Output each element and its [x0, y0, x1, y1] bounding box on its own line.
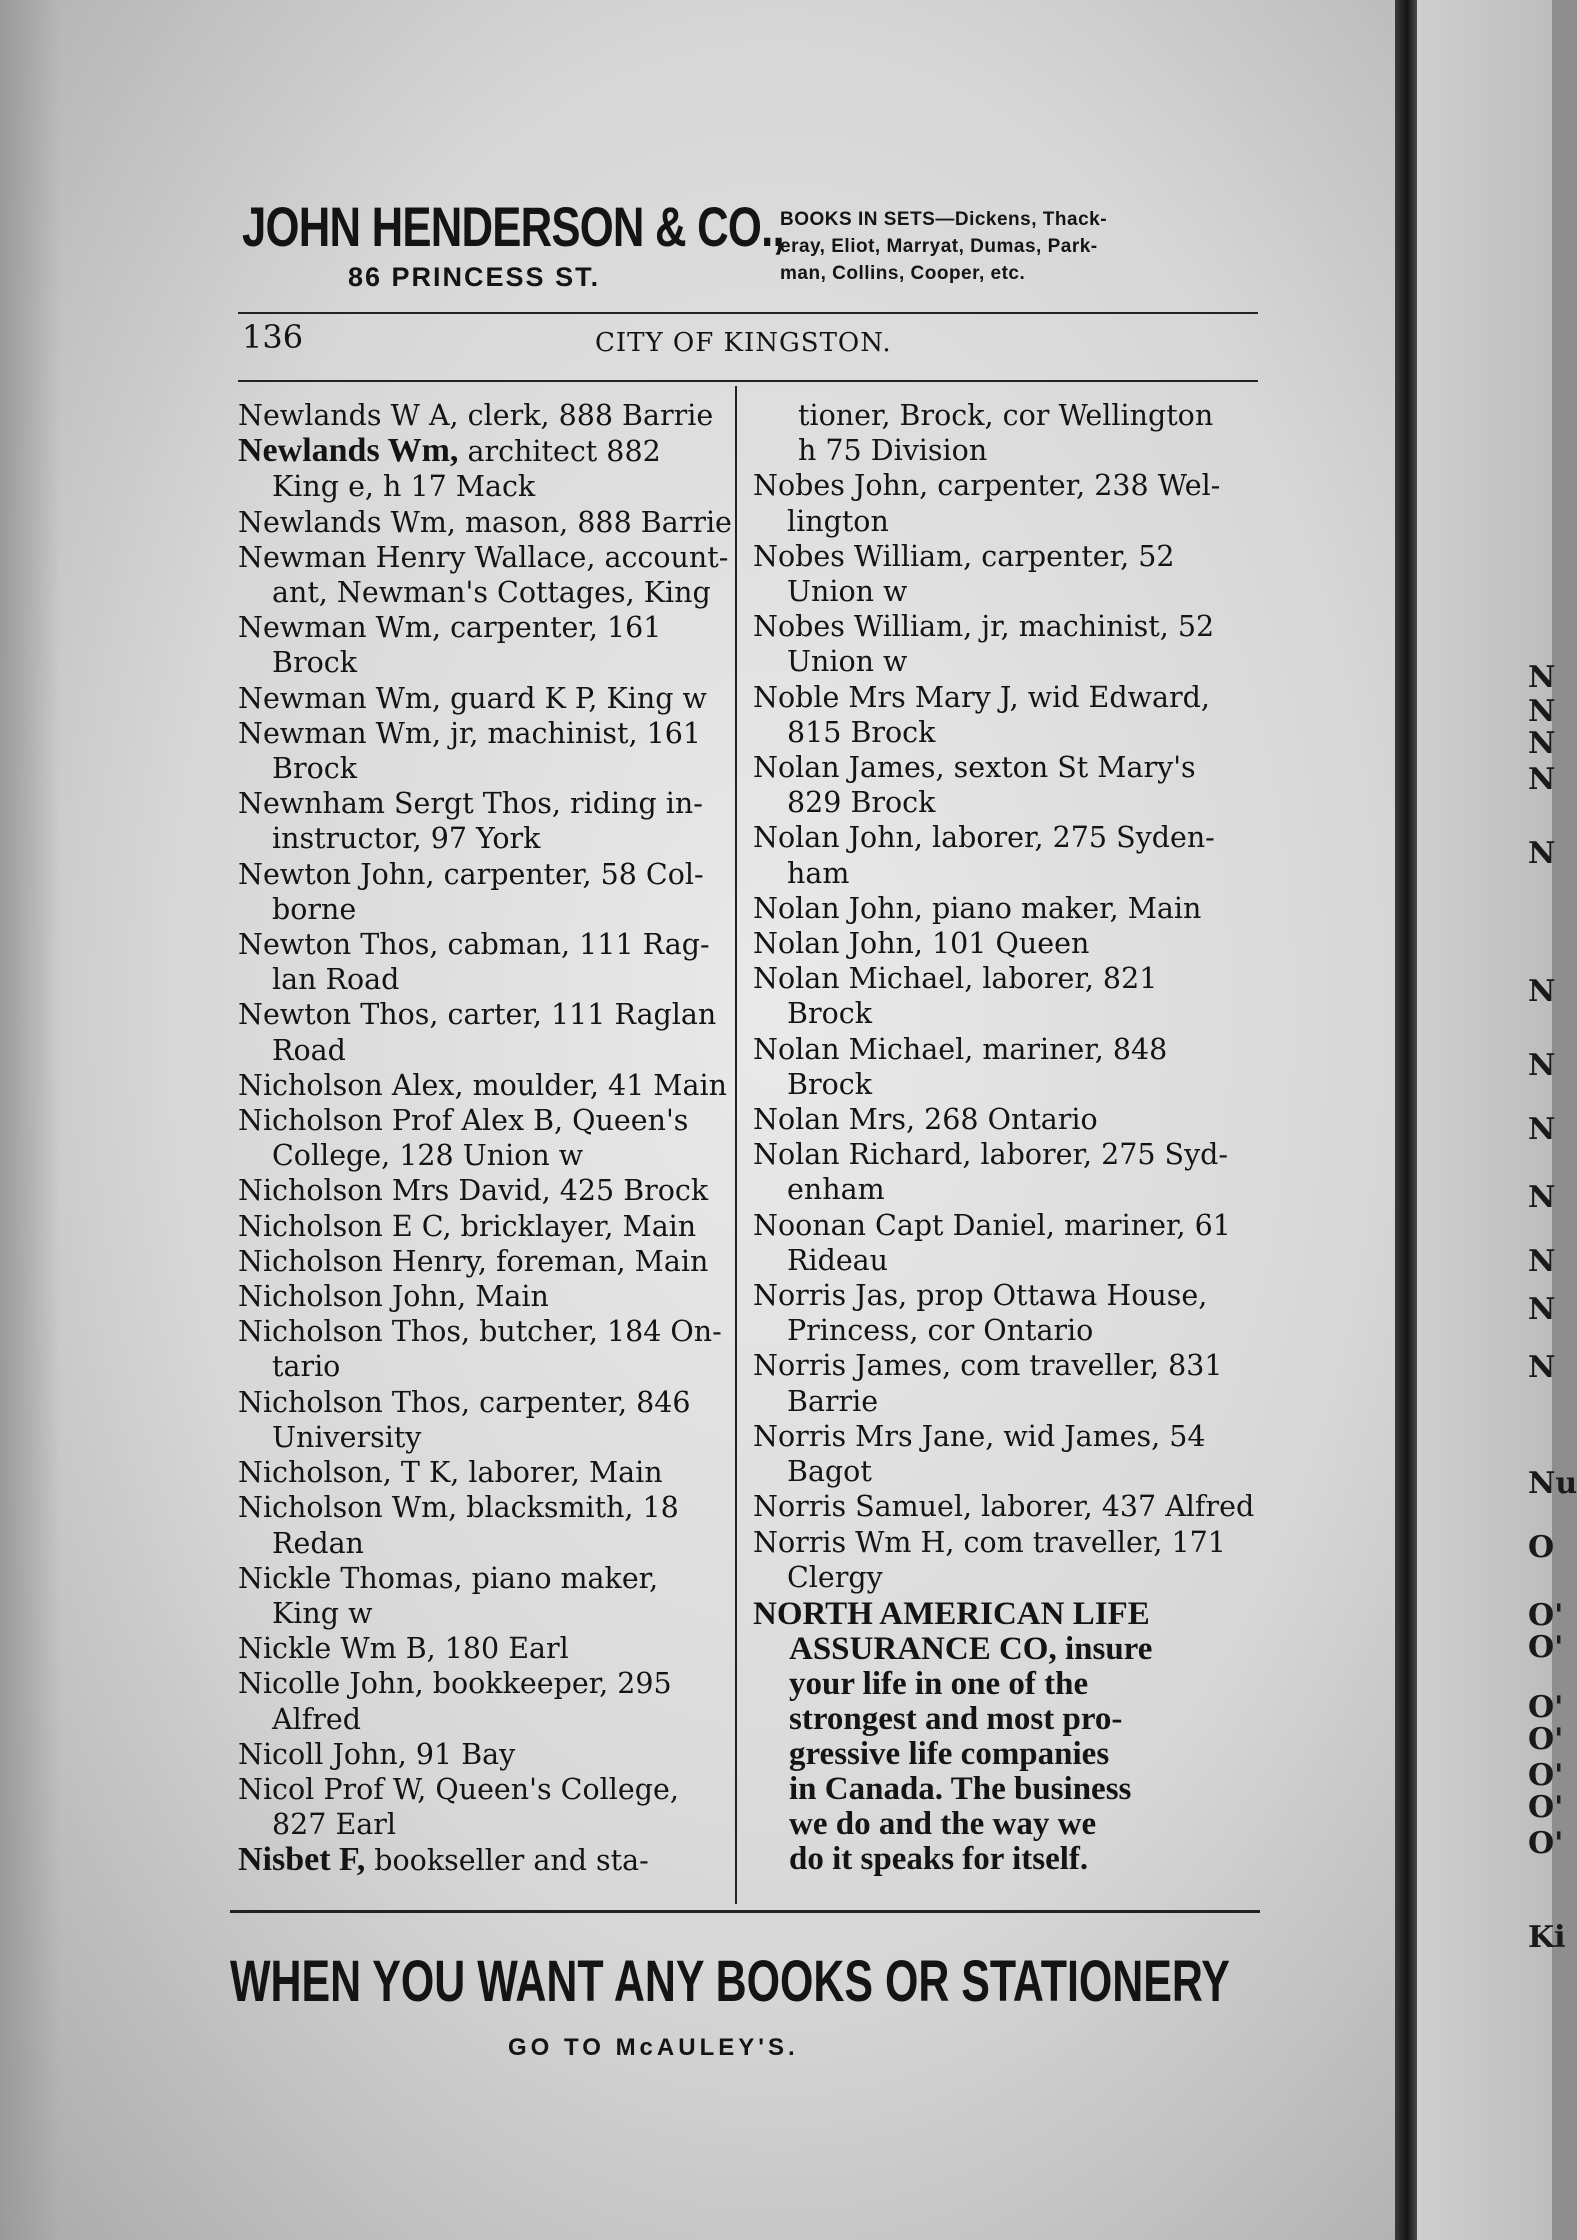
entry-line: Nicholson Alex, moulder, 41 Main — [238, 1068, 727, 1102]
entry-continuation-line: Alfred — [272, 1702, 361, 1736]
entry-line: Nickle Thomas, piano maker, — [238, 1561, 659, 1595]
directory-right-column — [753, 398, 1258, 1877]
entry-line: Newman Wm, carpenter, 161 — [238, 611, 662, 645]
directory-entry — [238, 1209, 728, 1244]
adjacent-page-letter: N — [1528, 836, 1556, 871]
directory-entry — [238, 857, 728, 927]
adjacent-page-letter: O — [1528, 1530, 1555, 1565]
adjacent-page-letter: N — [1528, 726, 1556, 761]
adjacent-page-letter: O' — [1528, 1690, 1564, 1725]
entry-line: Newton Thos, cabman, 111 Rag- — [238, 928, 710, 962]
entry-continuation-line: Road — [272, 1033, 346, 1067]
footer-advertisement: WHEN YOU WANT ANY BOOKS OR STATIONERY — [230, 1949, 1230, 2014]
entry-line: Newton Thos, carter, 111 Raglan — [238, 998, 717, 1032]
entry-continuation-line: borne — [272, 892, 357, 926]
directory-entry — [238, 540, 728, 610]
entry-line: Norris James, com traveller, 831 — [753, 1349, 1223, 1383]
entry-line: Nicholson Wm, blacksmith, 18 — [238, 1491, 679, 1525]
page-edge-shadow — [0, 0, 60, 2240]
entry-line — [238, 433, 728, 469]
entry-line: Newman Wm, guard K P, King w — [238, 681, 707, 715]
entry-line: Newton John, carpenter, 58 Col- — [238, 857, 704, 891]
entry-continuation-line: University — [272, 1420, 422, 1454]
entry-line: Nolan James, sexton St Mary's — [753, 751, 1196, 785]
adjacent-page-letter: O' — [1528, 1826, 1564, 1861]
entry-continuation-line: Brock — [272, 646, 357, 680]
entry-line: Norris Mrs Jane, wid James, 54 — [753, 1419, 1206, 1453]
directory-entry — [753, 961, 1258, 1031]
entry-continuation-line: Bagot — [787, 1455, 872, 1489]
adjacent-page-letter: N — [1528, 1292, 1556, 1327]
entry-line: Nicholson Thos, butcher, 184 On- — [238, 1315, 722, 1349]
entry-line: Newman Wm, jr, machinist, 161 — [238, 716, 702, 750]
entry-line: Newman Henry Wallace, account- — [238, 540, 729, 574]
entry-line: Nobes William, carpenter, 52 — [753, 539, 1175, 573]
entry-line: Nobes William, jr, machinist, 52 — [753, 610, 1215, 644]
entry-continuation-line: ant, Newman's Cottages, King — [272, 576, 711, 610]
entry-line: Nicolle John, bookkeeper, 295 — [238, 1667, 672, 1701]
ad-line: NORTH AMERICAN LIFE — [753, 1595, 1150, 1632]
adjacent-page-letter: N — [1528, 762, 1556, 797]
north-american-life-advertisement — [753, 1597, 1258, 1877]
entry-continuation-line: tioner, Brock, cor Wellington — [798, 399, 1214, 432]
adjacent-page-letter: O' — [1528, 1722, 1564, 1757]
entry-line: Nobes John, carpenter, 238 Wel- — [753, 469, 1221, 503]
directory-entry — [753, 891, 1258, 926]
entry-continuation-line: instructor, 97 York — [272, 822, 541, 856]
entry-details: bookseller and sta- — [365, 1844, 649, 1878]
directory-entry — [238, 1385, 728, 1455]
entry-continuation-line: Princess, cor Ontario — [787, 1314, 1094, 1348]
entry-name-bold: Nisbet F, — [238, 1841, 366, 1879]
entry-line: Nicoll John, 91 Bay — [238, 1737, 516, 1771]
directory-entry — [238, 1068, 728, 1103]
entry-line: Newnham Sergt Thos, riding in- — [238, 787, 703, 821]
adjacent-page-letter: Ki — [1528, 1920, 1566, 1955]
directory-entry — [753, 539, 1258, 609]
entry-name-bold: Newlands Wm, — [238, 432, 459, 470]
directory-entry — [238, 1631, 728, 1666]
entry-line: Nicholson Mrs David, 425 Brock — [238, 1174, 709, 1208]
ad-line: in Canada. The business — [789, 1770, 1132, 1807]
header-ad-line: BOOKS IN SETS—Dickens, Thack- — [780, 209, 1108, 230]
directory-entry — [753, 1489, 1258, 1524]
entry-continuation-line: King w — [272, 1596, 373, 1630]
directory-entry — [238, 1279, 728, 1314]
header-ad-line: man, Collins, Cooper, etc. — [780, 263, 1026, 284]
ad-line: your life in one of the — [789, 1665, 1089, 1702]
entry-line: Nolan Richard, laborer, 275 Syd- — [753, 1138, 1229, 1172]
entry-continuation-line: lington — [787, 504, 889, 538]
ad-line: gressive life companies — [789, 1735, 1110, 1772]
directory-entry — [753, 1137, 1258, 1207]
running-head-rule — [238, 380, 1258, 382]
adjacent-page-letter: N — [1528, 1350, 1556, 1385]
entry-details: architect 882 — [458, 435, 661, 469]
entry-line: Nicholson, T K, laborer, Main — [238, 1456, 663, 1490]
directory-entry — [753, 1419, 1258, 1489]
entry-continuation-line: Brock — [787, 1067, 872, 1101]
directory-entry — [238, 997, 728, 1067]
column-divider — [735, 386, 737, 1904]
entry-line: Nickle Wm B, 180 Earl — [238, 1632, 569, 1666]
directory-entry — [238, 505, 732, 540]
entry-line: Nolan John, piano maker, Main — [753, 891, 1202, 925]
directory-entry — [238, 1737, 728, 1772]
entry-line: Nicholson Henry, foreman, Main — [238, 1244, 709, 1278]
entry-line: Norris Wm H, com traveller, 171 — [753, 1525, 1226, 1559]
entry-continuation-line: 827 Earl — [272, 1808, 396, 1842]
adjacent-page-letter: O' — [1528, 1598, 1564, 1633]
entry-line: Nicholson E C, bricklayer, Main — [238, 1209, 697, 1243]
directory-entry — [238, 716, 728, 786]
entry-continuation-line: lan Road — [272, 963, 400, 997]
adjacent-page-letter: O' — [1528, 1790, 1564, 1825]
directory-entry — [238, 1842, 728, 1878]
footer-advertisement-sub: GO TO McAULEY'S. — [508, 2034, 799, 2061]
page-number: 136 — [242, 318, 304, 356]
header-advertisement — [780, 206, 1260, 287]
header-ad-line: eray, Eliot, Marryat, Dumas, Park- — [780, 236, 1098, 257]
entry-line: Nolan Mrs, 268 Ontario — [753, 1103, 1098, 1137]
entry-line — [238, 1842, 728, 1878]
directory-entry — [238, 1666, 728, 1736]
directory-entry — [753, 680, 1258, 750]
ad-line: ASSURANCE CO, insure — [789, 1630, 1153, 1667]
directory-entry — [753, 1102, 1258, 1137]
header-address: 86 PRINCESS ST. — [348, 262, 601, 292]
entry-continuation-line: Brock — [272, 752, 357, 786]
entry-line: Newlands W A, clerk, 888 Barrie — [238, 399, 714, 432]
adjacent-page-letter: N — [1528, 974, 1556, 1009]
directory-entry — [238, 1173, 728, 1208]
entry-continuation-line: h 75 Division — [798, 434, 988, 468]
adjacent-page-letter: N — [1528, 1112, 1556, 1147]
adjacent-page-letter: N — [1528, 660, 1556, 695]
entry-line: Nicholson John, Main — [238, 1280, 549, 1314]
entry-line: Nolan John, laborer, 275 Syden- — [753, 821, 1215, 855]
entry-line: Nolan John, 101 Queen — [753, 927, 1090, 961]
entry-line: Nolan Michael, mariner, 848 — [753, 1032, 1168, 1066]
entry-line: Norris Samuel, laborer, 437 Alfred — [753, 1490, 1255, 1524]
directory-entry — [753, 926, 1258, 961]
header-company-name: JOHN HENDERSON & CO., — [242, 195, 784, 258]
adjacent-page-letter: N — [1528, 1244, 1556, 1279]
entry-continuation-line: 815 Brock — [787, 715, 936, 749]
directory-entry — [238, 610, 728, 680]
ad-line: strongest and most pro- — [789, 1700, 1123, 1737]
entry-line: Newlands Wm, mason, 888 Barrie — [238, 505, 732, 539]
ad-line: do it speaks for itself. — [789, 1840, 1089, 1877]
ad-line: we do and the way we — [789, 1805, 1097, 1842]
book-binding-gutter — [1395, 0, 1417, 2240]
entry-continuation-line: Barrie — [787, 1384, 879, 1418]
directory-entry — [753, 1032, 1258, 1102]
entry-line: Norris Jas, prop Ottawa House, — [753, 1279, 1208, 1313]
entry-line: Nicholson Thos, carpenter, 846 — [238, 1385, 691, 1419]
directory-entry — [238, 927, 728, 997]
directory-entry — [753, 1208, 1258, 1278]
directory-entry — [753, 609, 1258, 679]
entry-line: Nicol Prof W, Queen's College, — [238, 1772, 679, 1806]
directory-entry — [238, 1103, 728, 1173]
entry-line: Noble Mrs Mary J, wid Edward, — [753, 680, 1210, 714]
directory-entry — [238, 1772, 728, 1842]
adjacent-page-letter: O' — [1528, 1758, 1564, 1793]
entry-line: Nicholson Prof Alex B, Queen's — [238, 1104, 689, 1138]
entry-continuation-line: Clergy — [787, 1560, 883, 1594]
entry-continuation-line: Redan — [272, 1526, 364, 1560]
adjacent-page-letter: Nu — [1528, 1466, 1577, 1501]
directory-entry — [238, 1490, 728, 1560]
directory-entry — [238, 1561, 728, 1631]
directory-entry — [753, 820, 1258, 890]
entry-continuation-line: Brock — [787, 997, 872, 1031]
entry-continuation-line: 829 Brock — [787, 786, 936, 820]
entry-continuation-line: Union w — [787, 645, 908, 679]
entry-continuation-line: tario — [272, 1350, 341, 1384]
directory-entry — [753, 1525, 1258, 1595]
entry-line: Nolan Michael, laborer, 821 — [753, 962, 1158, 996]
adjacent-page-letter: N — [1528, 1048, 1556, 1083]
directory-left-column — [238, 398, 732, 1879]
entry-continuation-line: King e, h 17 Mack — [272, 470, 536, 504]
directory-entry — [238, 398, 728, 433]
directory-entry — [753, 750, 1258, 820]
directory-entry — [238, 786, 728, 856]
entry-continuation-line: enham — [787, 1173, 885, 1207]
adjacent-page-letter: N — [1528, 694, 1556, 729]
directory-entry — [238, 433, 728, 504]
adjacent-page-letter: N — [1528, 1180, 1556, 1215]
directory-entry — [753, 1348, 1258, 1418]
running-head: CITY OF KINGSTON. — [595, 328, 892, 358]
header-rule — [238, 312, 1258, 314]
directory-entry — [753, 468, 1258, 538]
entry-continuation-line: ham — [787, 856, 850, 890]
entry-continuation-line: College, 128 Union w — [272, 1139, 584, 1173]
directory-entry — [753, 1278, 1258, 1348]
entry-line: Noonan Capt Daniel, mariner, 61 — [753, 1208, 1231, 1242]
footer-rule — [230, 1910, 1260, 1913]
directory-entry — [238, 681, 728, 716]
entry-continuation-line: Union w — [787, 575, 908, 609]
directory-entry — [238, 1244, 728, 1279]
adjacent-page-letter: O' — [1528, 1630, 1564, 1665]
entry-continuation-line: Rideau — [787, 1243, 889, 1277]
directory-entry — [238, 1455, 728, 1490]
directory-entry — [238, 1314, 728, 1384]
